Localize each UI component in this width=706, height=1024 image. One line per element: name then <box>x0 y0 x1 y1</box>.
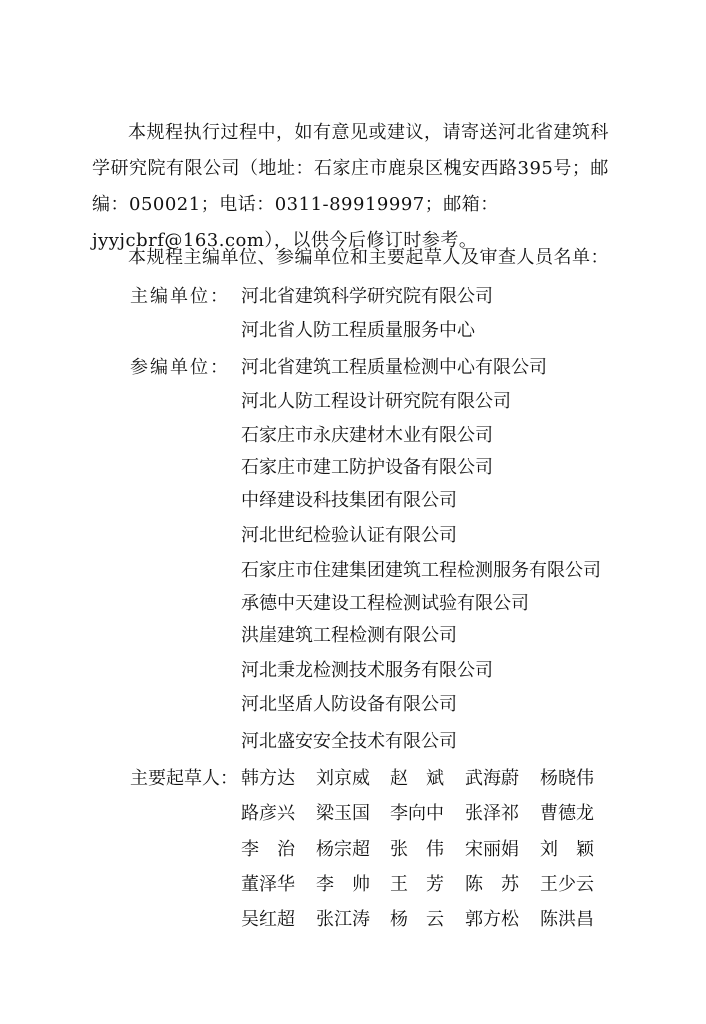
participating-unit: 石家庄市永庆建材木业有限公司 <box>241 425 493 446</box>
drafter-name: 张江涛 <box>316 909 370 930</box>
drafter-name: 杨晓伟 <box>540 768 594 789</box>
drafter-name: 张泽祁 <box>465 803 519 824</box>
drafter-name: 王少云 <box>540 874 594 895</box>
list-intro: 本规程主编单位、参编单位和主要起草人及审查人员名单： <box>128 247 609 268</box>
drafter-name: 陈洪昌 <box>540 909 594 930</box>
drafter-name: 杨宗超 <box>316 839 370 860</box>
intro-paragraph: 本规程执行过程中，如有意见或建议，请寄送河北省建筑科学研究院有限公司（地址：石家庄市鹿泉区槐安西路395号；邮编：050021；电话：0311-89919997；邮箱：jyyjcbrf@163.com），以供今后修订时参考。 <box>92 122 609 251</box>
drafter-name: 董泽华 <box>241 874 295 895</box>
participating-unit: 洪崖建筑工程检测有限公司 <box>241 625 457 646</box>
drafter-name: 刘 颖 <box>540 839 594 860</box>
participating-label: 参编单位： <box>130 357 230 378</box>
participating-unit: 河北秉龙检测技术服务有限公司 <box>241 660 493 681</box>
participating-unit: 河北人防工程设计研究院有限公司 <box>241 391 511 412</box>
drafter-name: 梁玉国 <box>316 803 370 824</box>
drafter-name: 陈 苏 <box>465 874 519 895</box>
drafter-name: 吴红超 <box>241 909 295 930</box>
participating-unit: 河北省建筑工程质量检测中心有限公司 <box>241 357 547 378</box>
drafter-name: 李 帅 <box>316 874 370 895</box>
drafters-label: 主要起草人： <box>130 768 238 789</box>
drafter-name: 王 芳 <box>390 874 444 895</box>
drafter-name: 张 伟 <box>390 839 444 860</box>
drafter-name: 李 治 <box>241 839 295 860</box>
drafter-name: 杨 云 <box>390 909 444 930</box>
chief-editor-unit: 河北省建筑科学研究院有限公司 <box>241 286 493 307</box>
drafter-name: 赵 斌 <box>390 768 444 789</box>
chief-editor-label: 主编单位： <box>130 286 230 307</box>
drafter-name: 曹德龙 <box>540 803 594 824</box>
drafter-name: 李向中 <box>390 803 444 824</box>
participating-unit: 石家庄市住建集团建筑工程检测服务有限公司 <box>241 560 601 581</box>
participating-unit: 石家庄市建工防护设备有限公司 <box>241 457 493 478</box>
chief-editor-unit: 河北省人防工程质量服务中心 <box>241 320 475 341</box>
drafter-name: 宋丽娟 <box>465 839 519 860</box>
drafter-name: 武海蔚 <box>465 768 519 789</box>
drafter-name: 郭方松 <box>465 909 519 930</box>
participating-unit: 中绎建设科技集团有限公司 <box>241 490 457 511</box>
drafter-name: 路彦兴 <box>241 803 295 824</box>
participating-unit: 河北坚盾人防设备有限公司 <box>241 694 457 715</box>
drafter-name: 刘京威 <box>316 768 370 789</box>
participating-unit: 河北世纪检验认证有限公司 <box>241 525 457 546</box>
drafter-name: 韩方达 <box>241 768 295 789</box>
participating-unit: 承德中天建设工程检测试验有限公司 <box>241 593 529 614</box>
participating-unit: 河北盛安安全技术有限公司 <box>241 731 457 752</box>
